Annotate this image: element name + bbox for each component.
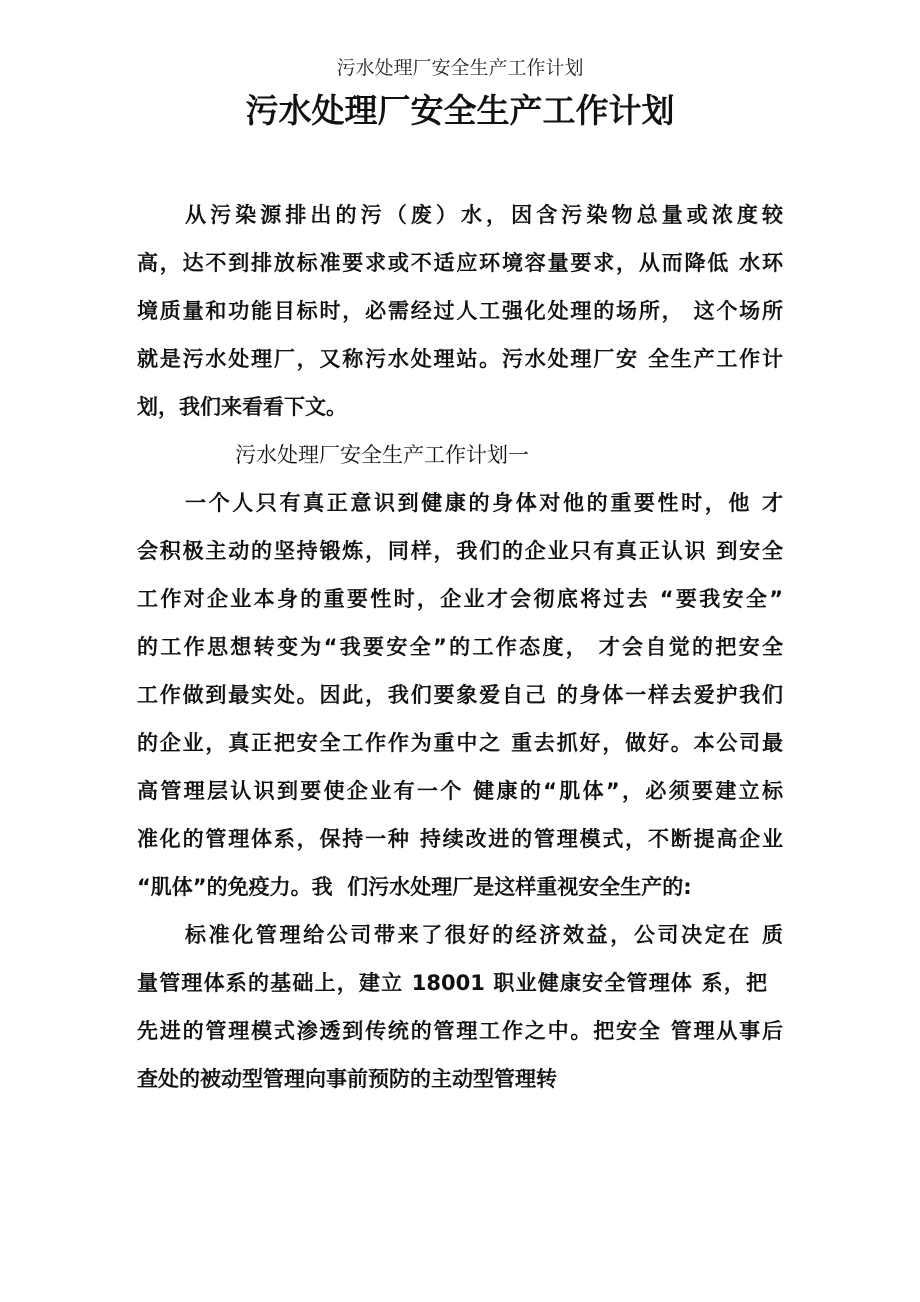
body-line: 境质量和功能目标时，必需经过人工强化处理的场所， 这个场所 (137, 299, 783, 323)
document-title: 污水处理厂安全生产工作计划 (245, 91, 675, 130)
body-line: 划，我们来看看下文。 (137, 395, 347, 419)
body-line: 工作做到最实处。因此，我们要象爱自己 的身体一样去爱护我们 (137, 683, 783, 707)
running-header: 污水处理厂安全生产工作计划 (336, 57, 584, 79)
body-line: 从污染源排出的污（废）水，因含污染物总量或浓度较 (185, 203, 783, 227)
body-line: 高管理层认识到要使企业有一个 健康的“肌体”，必须要建立标 (137, 779, 783, 803)
body-line: 一个人只有真正意识到健康的身体对他的重要性时，他 才 (185, 491, 783, 515)
body-line: 的工作思想转变为“我要安全”的工作态度， 才会自觉的把安全 (137, 635, 783, 659)
body-line: 标准化管理给公司带来了很好的经济效益，公司决定在 质 (185, 923, 783, 947)
body-line: 就是污水处理厂，又称污水处理站。污水处理厂安 全生产工作计 (137, 347, 783, 371)
body-line: 会积极主动的坚持锻炼，同样，我们的企业只有真正认识 到安全 (137, 539, 783, 563)
body-line: 的企业，真正把安全工作作为重中之 重去抓好，做好。本公司最 (137, 731, 783, 755)
body-line: 高，达不到排放标准要求或不适应环境容量要求，从而降低 水环 (137, 251, 783, 275)
body-line: 查处的被动型管理向事前预防的主动型管理转 (137, 1067, 557, 1091)
body-line: 量管理体系的基础上，建立 18001 职业健康安全管理体 系，把 (137, 971, 767, 995)
body-line: 先进的管理模式渗透到传统的管理工作之中。把安全 管理从事后 (137, 1019, 783, 1043)
body-line: 准化的管理体系，保持一种 持续改进的管理模式，不断提高企业 (137, 827, 783, 851)
section-heading: 污水处理厂安全生产工作计划一 (235, 443, 529, 467)
body-line: 工作对企业本身的重要性时，企业才会彻底将过去 “要我安全” (137, 587, 783, 611)
body-line: “肌体”的免疫力。我 们污水处理厂是这样重视安全生产的: (137, 875, 692, 899)
